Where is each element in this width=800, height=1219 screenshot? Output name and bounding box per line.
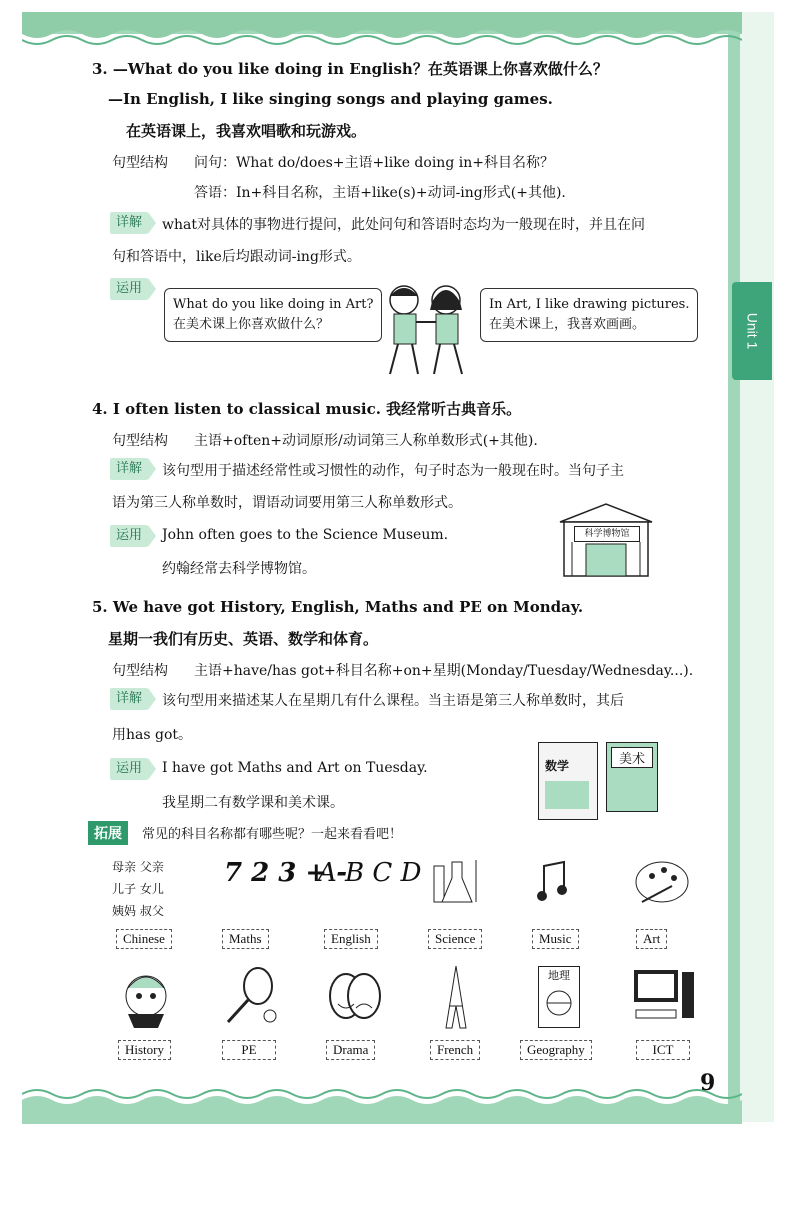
s5-pattern: 主语+have/has got+科目名称+on+星期(Monday/Tuesday/Wednesday...). (194, 663, 694, 679)
bubble-left (164, 288, 382, 342)
chinese-icon (112, 856, 164, 922)
s5-detail-2: 用has got。 (112, 727, 193, 743)
chinese-chars-3: 姨妈 叔父 (112, 904, 164, 918)
bottom-wave-border (22, 1080, 742, 1124)
s5-question-cn: 星期一我们有历史、英语、数学和体育。 (108, 630, 379, 648)
math-book-title: 数学 (545, 759, 570, 773)
extension-tag: 拓展 (88, 821, 128, 845)
page (22, 12, 774, 1122)
s5-use-tag: 运用 (110, 758, 148, 780)
label-drama: Drama (326, 1040, 375, 1060)
label-art: Art (636, 929, 667, 949)
art-palette-icon (632, 856, 692, 910)
history-icon (118, 964, 174, 1030)
s3-answer: —In English, I like singing songs and playing games. (108, 90, 553, 108)
art-book-illustration (606, 742, 658, 812)
bubble-right-en: In Art, I like drawing pictures. (489, 297, 690, 312)
s5-detail-tag: 详解 (110, 688, 148, 710)
music-icon (534, 856, 584, 910)
s4-use-cn: 约翰经常去科学博物馆。 (162, 561, 316, 577)
bubble-left-cn: 在美术课上你喜欢做什么？ (173, 317, 330, 332)
bubble-right (480, 288, 698, 342)
s5-question: 5. We have got History, English, Maths and PE on Monday. (92, 598, 584, 616)
s5-use-en: I have got Maths and Art on Tuesday. (162, 760, 428, 776)
museum-illustration (556, 502, 656, 580)
s4-detail-2: 语为第三人称单数时，谓语动词要用第三人称单数形式。 (112, 495, 462, 511)
s5-detail-1: 该句型用来描述某人在星期几有什么课程。当主语是第三人称单数时，其后 (162, 693, 624, 709)
label-pe: PE (222, 1040, 276, 1060)
label-english: English (324, 929, 378, 949)
s3-detail-2: 句和答语中，like后均跟动词-ing形式。 (112, 249, 361, 265)
s3-detail-tag: 详解 (110, 212, 148, 234)
s3-pattern-a: 答语：In+科目名称，主语+like(s)+动词-ing形式(+其他). (194, 185, 566, 201)
chinese-chars-1: 母亲 父亲 (112, 860, 164, 874)
geo-book-title: 地理 (548, 969, 570, 982)
bubble-right-cn: 在美术课上，我喜欢画画。 (489, 317, 646, 332)
s3-question: 3. —What do you like doing in English？在英语课上你喜欢做什么？ (92, 60, 608, 78)
right-band-inner (740, 12, 774, 1122)
s3-use-tag: 运用 (110, 278, 148, 300)
chinese-chars-2: 儿子 女儿 (112, 882, 164, 896)
drama-masks-icon (324, 966, 384, 1026)
label-chinese: Chinese (116, 929, 172, 949)
top-wave-border (22, 12, 742, 50)
s3-pattern-label: 句型结构 (112, 155, 168, 171)
label-science: Science (428, 929, 482, 949)
label-music: Music (532, 929, 579, 949)
geography-book-icon (538, 966, 580, 1028)
s5-pattern-label: 句型结构 (112, 663, 168, 679)
kids-walking-illustration (370, 280, 480, 380)
s4-question: 4. I often listen to classical music. 我经常听古典音乐。 (92, 400, 522, 418)
pe-racket-icon (220, 966, 280, 1026)
label-maths: Maths (222, 929, 269, 949)
math-book-illustration (538, 742, 598, 820)
science-icon (428, 856, 488, 910)
museum-sign: 科学博物馆 (574, 526, 640, 542)
s3-answer-cn: 在英语课上，我喜欢唱歌和玩游戏。 (126, 122, 367, 140)
english-icon: A B C D (318, 858, 422, 888)
maths-icon: 7 2 3 + - (224, 858, 348, 888)
s4-pattern-label: 句型结构 (112, 433, 168, 449)
s4-use-tag: 运用 (110, 525, 148, 547)
bubble-left-en: What do you like doing in Art? (173, 297, 374, 312)
s4-detail-tag: 详解 (110, 458, 148, 480)
s5-use-cn: 我星期二有数学课和美术课。 (162, 795, 344, 811)
unit-tab (732, 282, 772, 380)
page-number: 9 (700, 1070, 716, 1096)
s3-pattern-q: 问句：What do/does+主语+like doing in+科目名称？ (194, 155, 554, 171)
label-history: History (118, 1040, 171, 1060)
s4-detail-1: 该句型用于描述经常性或习惯性的动作，句子时态为一般现在时。当句子主 (162, 463, 624, 479)
s3-detail-1: what对具体的事物进行提问，此处问句和答语时态均为一般现在时，并且在问 (162, 217, 645, 233)
ict-computer-icon (632, 966, 696, 1026)
extension-text: 常见的科目名称都有哪些呢？一起来看看吧！ (142, 827, 403, 842)
label-geography: Geography (520, 1040, 592, 1060)
label-ict: ICT (636, 1040, 690, 1060)
s4-use-en: John often goes to the Science Museum. (162, 527, 449, 543)
label-french: French (430, 1040, 480, 1060)
french-eiffel-icon (436, 966, 476, 1030)
unit-tab-label: Unit 1 (743, 312, 760, 350)
s4-pattern: 主语+often+动词原形/动词第三人称单数形式(+其他). (194, 433, 538, 449)
art-book-title: 美术 (611, 747, 653, 768)
